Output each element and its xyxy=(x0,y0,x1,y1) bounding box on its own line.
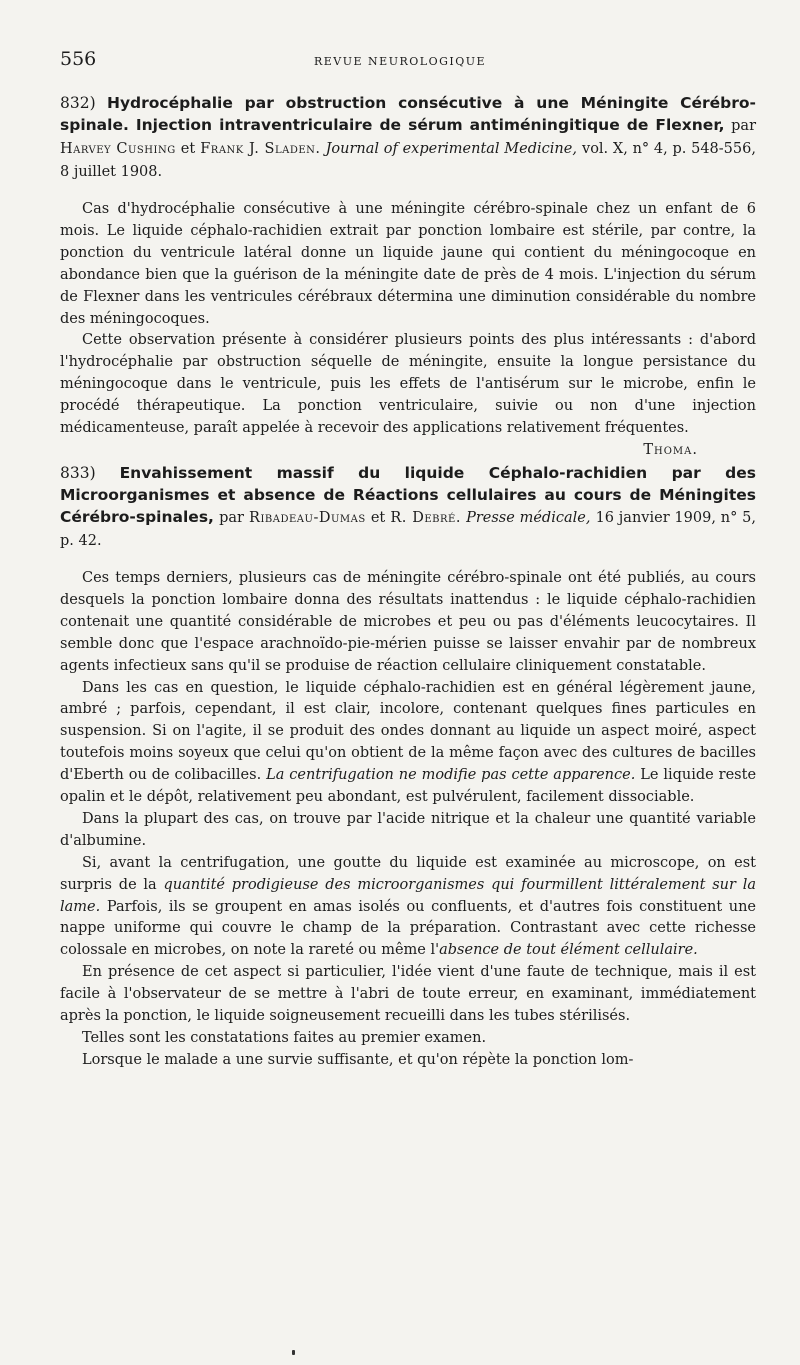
body-paragraph xyxy=(60,853,756,963)
paragraph-text: Dans les cas en question, le liquide céphalo-rachidien est en général légèrement jaune, ambré ; parfois, cependant, il est clair, incolore, contenant quelques fines particules en suspension. Si on l'agite, il se produit des ondes donnant au liquide un aspect moiré, aspect toutefois moins soyeux que celui qu'on obtient de la même façon avec des cultures de bacilles d'Eberth ou de colibacilles. xyxy=(60,679,756,784)
italic-emphasis: quantité prodigieuse des microorganismes qui fourmillent littéralement sur la lame. xyxy=(60,876,757,915)
by-word: par xyxy=(219,509,244,526)
entry-number: 833) xyxy=(60,463,96,482)
paragraph-text: Parfois, ils se groupent en amas isolés ou confluents, et d'autres fois constituent une nappe uniforme qui couvre le champ de la préparation. Contrastant avec cette richesse colossale en microbes, on note la rareté ou même l' xyxy=(60,898,757,959)
italic-emphasis: La centrifugation ne modifie pas cette apparence. xyxy=(266,767,636,784)
body-paragraph xyxy=(60,330,756,458)
author-name: Harvey Cushing xyxy=(60,141,176,157)
body-paragraph: Ces temps derniers, plusieurs cas de méningite cérébro-spinale ont été publiés, au cours desquels la ponction lombaire donna des résultats inattendus : le liquide céphalo-rachidien contenait une quantité considérable de microbes et peu ou pas d'éléments leucocytaires. Il semble donc que l'espace arachnoïdo-pie-mérien puisse se laisser envahir par de nombreux agents infectieux sans qu'il se produise de réaction cellulaire cliniquement constatable. xyxy=(60,569,756,674)
author-name: Ribadeau-Dumas xyxy=(249,509,366,526)
body-paragraph: Dans la plupart des cas, on trouve par l'acide nitrique et la chaleur une quantité variable d'albumine. xyxy=(60,810,756,849)
body-paragraph: Lorsque le malade a une survie suffisante, et qu'on répète la ponction lom- xyxy=(82,1051,634,1068)
body-paragraph: Cas d'hydrocéphalie consécutive à une méningite cérébro-spinale chez un enfant de 6 mois. Le liquide céphalo-rachidien extrait par ponction lombaire est stérile, par contre, la ponction du ventricule latéral donne un liquide jaune qui contient du méningocoque en abondance bien que la guérison de la méningite date de près de 4 mois. L'injection du sérum de Flexner dans les ventricules cérébraux détermina une diminution considérable du nombre des méningocoques. xyxy=(60,201,756,327)
citation-reference: vol. X, n° 4, p. 548-556, 8 juillet 1908. xyxy=(60,141,756,180)
running-title: REVUE NEUROLOGIQUE xyxy=(314,55,487,68)
by-word: par xyxy=(731,118,756,134)
body-paragraph: En présence de cet aspect si particulier, l'idée vient d'une faute de technique, mais il est facile à l'observateur de se mettre à l'abri de toute erreur, en examinant, immédiatement après la ponction, le liquide soigneusement recueilli dans les tubes stérilisés. xyxy=(60,964,756,1025)
reviewer-signature: Thoma. xyxy=(643,441,698,458)
entry-title: Envahissement massif du liquide Céphalo-rachidien par des Microorganismes et absence de Réactions cellulaires au cours de Méningites Cérébro-spinales, xyxy=(60,463,756,526)
paragraph-text: Cette observation présente à considérer plusieurs points des plus intéressants : d'abord l'hydrocéphalie par obstruction séquelle de méningite, ensuite la longue persistance du méningocoque dans le ventricule, puis les effets de l'antisérum sur le microbe, enfin le procédé thérapeutique. La ponction ventriculaire, suivie ou non d'une injection médicamenteuse, paraît appelée à recevoir des applications relativement fréquentes. xyxy=(60,332,756,437)
entry-833 xyxy=(60,462,756,1072)
entry-832-heading xyxy=(60,92,756,183)
journal-name: Presse médicale, xyxy=(466,509,591,526)
body-paragraph xyxy=(60,678,756,809)
italic-emphasis: absence de tout élément cellulaire. xyxy=(439,942,698,959)
citation-reference: 16 janvier 1909, n° 5, p. 42. xyxy=(60,509,756,549)
entry-833-heading xyxy=(60,462,756,552)
paragraph-text: Le liquide reste opalin et le dépôt, relativement peu abondant, est pulvérulent, facilement dissociable. xyxy=(60,767,757,806)
body-paragraph: Telles sont les constatations faites au premier examen. xyxy=(82,1030,487,1046)
entry-title: Hydrocéphalie par obstruction consécutive à une Méningite Cérébro-spinale. Injection intraventriculaire de sérum antiméningitique de Flexner, xyxy=(60,94,756,134)
author-name: Frank J. Sladen. xyxy=(200,141,321,157)
ink-speck xyxy=(292,1350,295,1355)
author-name: R. Debré. xyxy=(390,509,461,526)
entry-832 xyxy=(60,92,756,458)
and-word: et xyxy=(370,509,386,526)
entry-number: 832) xyxy=(60,94,96,112)
paragraph-text: Si, avant la centrifugation, une goutte du liquide est examinée au microscope, on est surpris de la xyxy=(60,854,756,893)
and-word: et xyxy=(180,141,196,157)
page-header xyxy=(60,48,756,72)
journal-name: Journal of experimental Medicine, xyxy=(325,141,577,157)
page-number: 556 xyxy=(60,48,97,70)
